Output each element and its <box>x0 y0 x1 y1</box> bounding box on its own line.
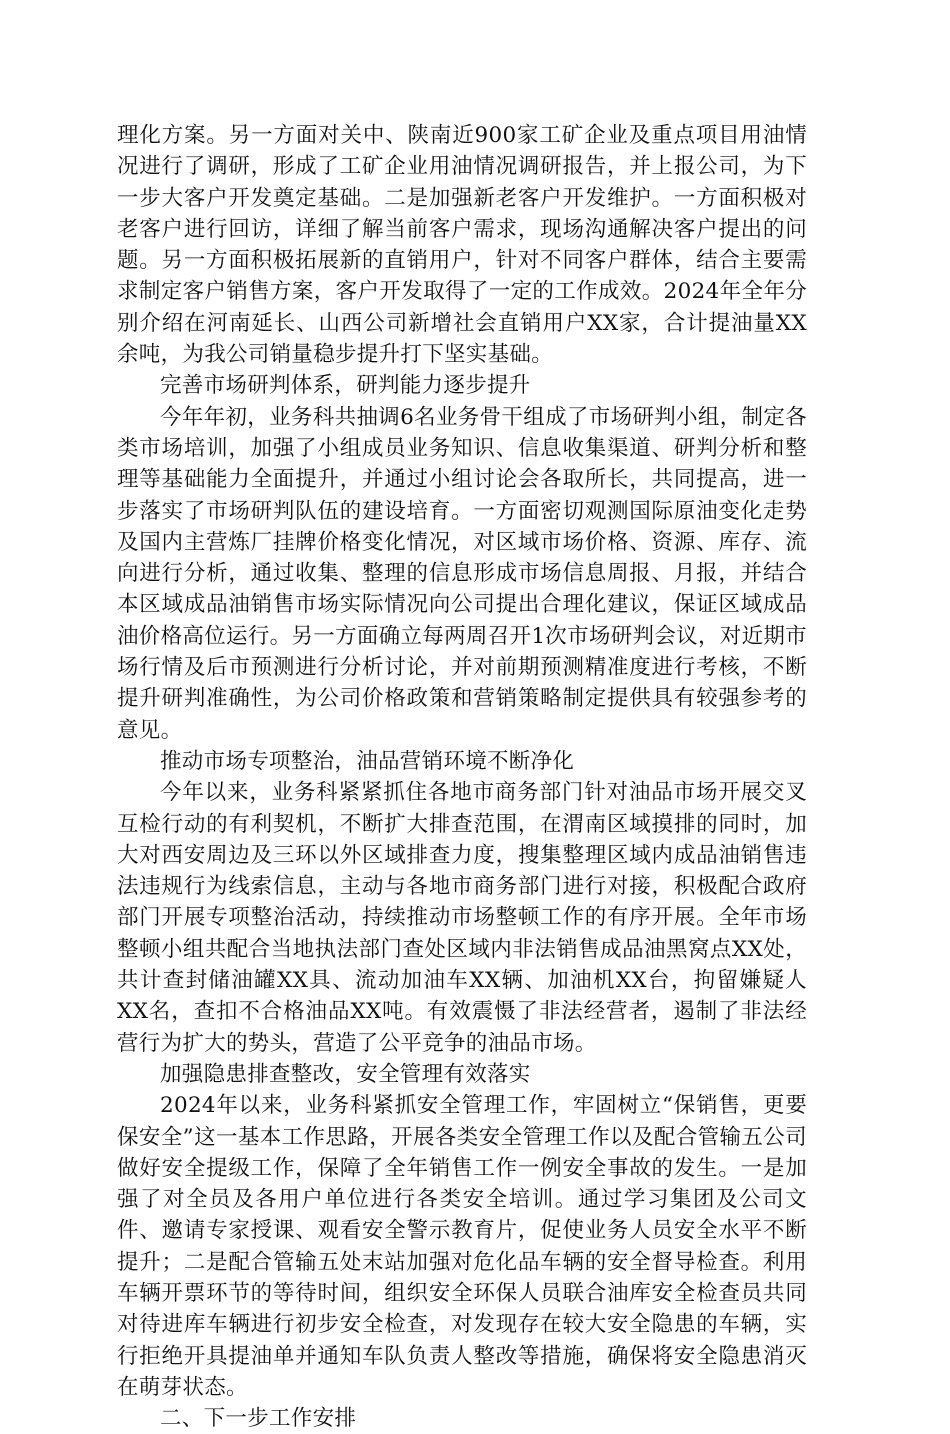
paragraph-continued: 理化方案。另一方面对关中、陕南近900家工矿企业及重点项目用油情况进行了调研，形成了工矿企业用油情况调研报告，并上报公司，为下一步大客户开发奠定基础。二是加强新老客户开发维护。一方面积极对老客户进行回访，详细了解当前客户需求，现场沟通解决客户提出的问题。另一方面积极拓展新的直销用户，针对不同客户群体，结合主要需求制定客户销售方案，客户开发取得了一定的工作成效。2024年全年分别介绍在河南延长、山西公司新增社会直销用户XX家，合计提油量XX余吨，为我公司销量稳步提升打下坚实基础。 <box>117 123 807 368</box>
section-heading-market-rectification: 推动市场专项整治，油品营销环境不断净化 <box>160 748 575 774</box>
section-heading-market-research: 完善市场研判体系，研判能力逐步提升 <box>160 373 531 399</box>
paragraph-market-rectification: 今年以来，业务科紧紧抓住各地市商务部门针对油品市场开展交叉互检行动的有利契机，不断扩大排查范围，在渭南区域摸排的同时，加大对西安周边及三环以外区域排查力度，搜集整理区域内成品油销售违法违规行为线索信息，主动与各地市商务部门进行对接，积极配合政府部门开展专项整治活动，持续推动市场整顿工作的有序开展。全年市场整顿小组共配合当地执法部门查处区域内非法销售成品油黑窝点XX处，共计查封储油罐XX具、流动加油车XX辆、加油机XX台，拘留嫌疑人XX名，查扣不合格油品XX吨。有效震慑了非法经营者，遏制了非法经营行为扩大的势头，营造了公平竞争的油品市场。 <box>117 780 807 1056</box>
section-heading-safety-management: 加强隐患排查整改，安全管理有效落实 <box>160 1061 531 1087</box>
document-body <box>117 120 807 1434</box>
section-heading-next-steps: 二、下一步工作安排 <box>160 1406 357 1432</box>
paragraph-safety-management: 2024年以来，业务科紧抓安全管理工作，牢固树立“保销售，更要保安全”这一基本工作思路，开展各类安全管理工作以及配合管输五公司做好安全提级工作，保障了全年销售工作一例安全事故的发生。一是加强了对全员及各用户单位进行各类安全培训。通过学习集团及公司文件、邀请专家授课、观看安全警示教育片，促使业务人员安全水平不断提升；二是配合管输五处末站加强对危化品车辆的安全督导检查。利用车辆开票环节的等待时间，组织安全环保人员联合油库安全检查员共同对待进库车辆进行初步安全检查，对发现存在较大安全隐患的车辆，实行拒绝开具提油单并通知车队负责人整改等措施，确保将安全隐患消灭在萌芽状态。 <box>117 1093 807 1400</box>
paragraph-market-research: 今年年初，业务科共抽调6名业务骨干组成了市场研判小组，制定各类市场培训，加强了小组成员业务知识、信息收集渠道、研判分析和整理等基础能力全面提升，并通过小组讨论会各取所长，共同提高，进一步落实了市场研判队伍的建设培育。一方面密切观测国际原油变化走势及国内主营炼厂挂牌价格变化情况，对区域市场价格、资源、库存、流向进行分析，通过收集、整理的信息形成市场信息周报、月报，并结合本区域成品油销售市场实际情况向公司提出合理化建议，保证区域成品油价格高位运行。另一方面确立每两周召开1次市场研判会议，对近期市场行情及后市预测进行分析讨论，并对前期预测精准度进行考核，不断提升研判准确性，为公司价格政策和营销策略制定提供具有较强参考的意见。 <box>117 404 807 743</box>
